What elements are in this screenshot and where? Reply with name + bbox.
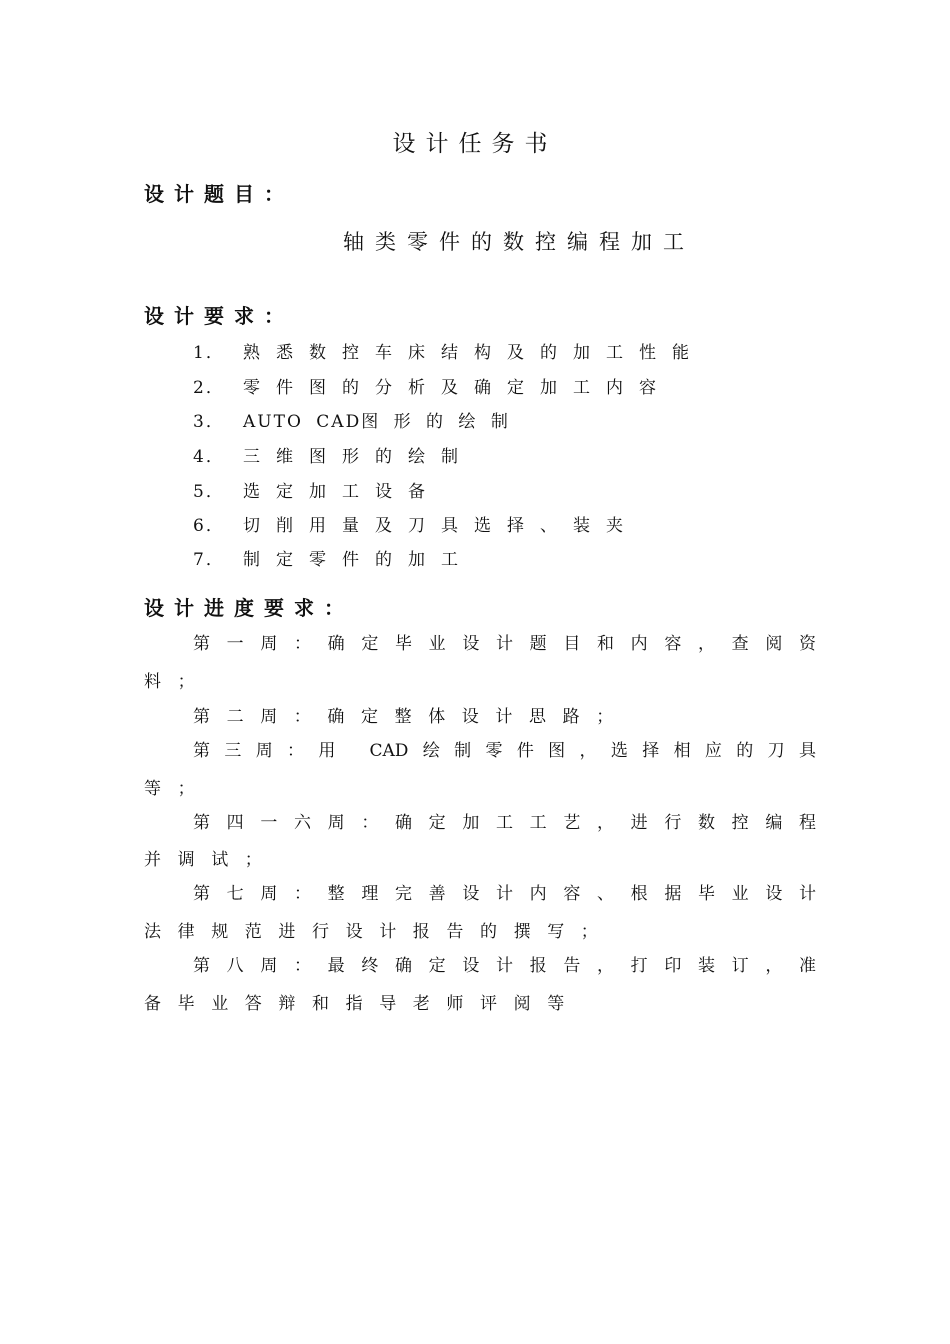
schedule-line-continuation: 料； — [144, 672, 212, 692]
design-subject: 轴类零件的数控编程加工 — [343, 230, 695, 254]
requirement-text: 切削用量及刀具选择、装夹 — [243, 516, 639, 536]
requirement-number: 5． — [193, 482, 225, 502]
requirement-item — [193, 338, 705, 363]
requirement-item — [193, 477, 441, 502]
schedule-line-continuation: 等； — [144, 779, 212, 799]
schedule-line: 第二周：确定整体设计思路； — [193, 707, 630, 727]
requirement-text: 零件图的分析及确定加工内容 — [243, 378, 672, 398]
requirement-item — [193, 545, 474, 570]
requirement-item — [193, 407, 510, 432]
requirement-text: 熟悉数控车床结构及的加工性能 — [243, 343, 705, 363]
requirement-item — [193, 442, 474, 467]
schedule-line: 第四一六周：确定加工工艺，进行数控编程 — [193, 813, 816, 833]
schedule-line-continuation: 并调试； — [144, 850, 279, 870]
requirement-text: AUTO CAD图 形 的 绘 制 — [243, 412, 510, 432]
requirement-item — [193, 511, 639, 536]
subject-heading: 设计题目： — [144, 182, 294, 206]
requirement-number: 7． — [193, 550, 225, 570]
schedule-line: 第八周：最终确定设计报告，打印装订，准 — [193, 956, 816, 976]
requirement-number: 2． — [193, 378, 225, 398]
requirement-number: 4． — [193, 447, 225, 467]
schedule-line: 第七周：整理完善设计内容、根据毕业设计 — [193, 884, 816, 904]
requirement-text: 三维图形的绘制 — [243, 447, 474, 467]
schedule-line-continuation: 法律规范进行设计报告的撰写； — [144, 922, 615, 942]
page-title: 设计任务书 — [392, 131, 558, 157]
schedule-line-continuation: 备毕业答辩和指导老师评阅等 — [144, 994, 581, 1014]
schedule-heading: 设计进度要求： — [144, 596, 354, 620]
requirement-item — [193, 373, 672, 398]
schedule-line: 第一周：确定毕业设计题目和内容，查阅资 — [193, 634, 816, 654]
requirement-text: 制定零件的加工 — [243, 550, 474, 570]
requirement-number: 3． — [193, 412, 225, 432]
schedule-line: 第三周：用 CAD绘制零件图，选择相应的刀具 — [193, 741, 816, 761]
requirement-number: 6． — [193, 516, 225, 536]
requirement-text: 选定加工设备 — [243, 482, 441, 502]
requirements-heading: 设计要求： — [144, 304, 294, 328]
requirement-number: 1． — [193, 343, 225, 363]
